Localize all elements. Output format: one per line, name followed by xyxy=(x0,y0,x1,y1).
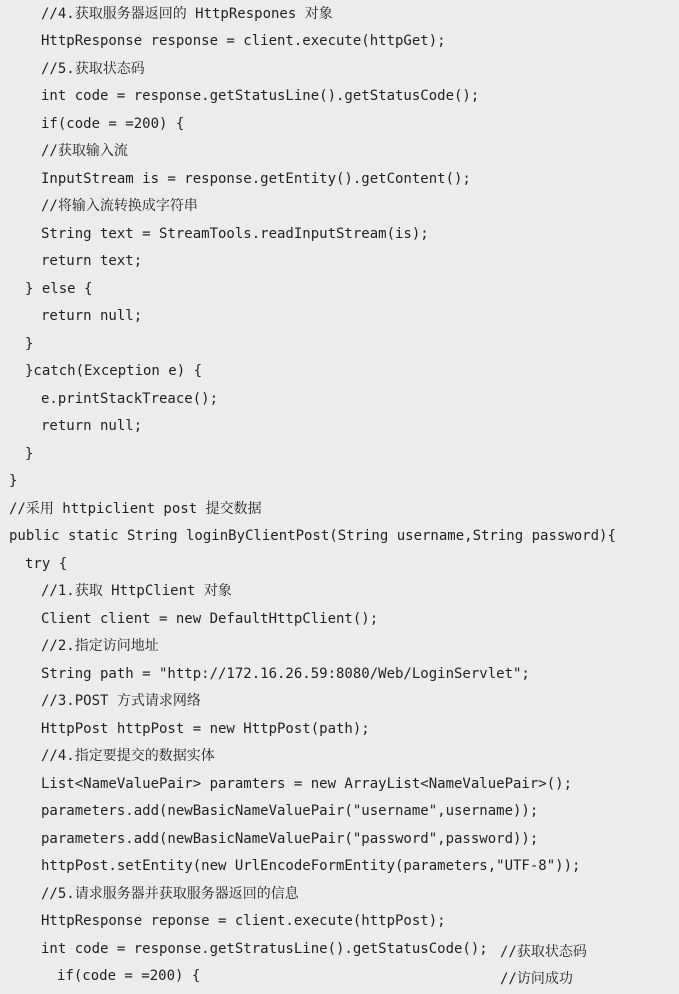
code-line: //4.获取服务器返回的 HttpRespones 对象 xyxy=(41,6,333,22)
code-line: String path = "http://172.16.26.59:8080/Web/LoginServlet"; xyxy=(41,666,530,682)
code-line: InputStream is = response.getEntity().getContent(); xyxy=(41,171,471,187)
code-line: if(code = =200) { xyxy=(41,116,185,132)
code-line: } xyxy=(25,446,34,462)
code-line: Client client = new DefaultHttpClient(); xyxy=(41,611,379,627)
code-line: //5.获取状态码 xyxy=(41,61,145,77)
code-line: //2.指定访问地址 xyxy=(41,638,159,654)
code-line: HttpResponse reponse = client.execute(httpPost); xyxy=(41,913,446,929)
trailing-comment: //访问成功 xyxy=(500,971,573,987)
code-line: } else { xyxy=(25,281,93,297)
code-line: httpPost.setEntity(new UrlEncodeFormEntity(parameters,"UTF-8")); xyxy=(41,858,581,874)
code-line: List<NameValuePair> paramters = new ArrayList<NameValuePair>(); xyxy=(41,776,573,792)
code-line: HttpResponse response = client.execute(httpGet); xyxy=(41,33,446,49)
code-line: //1.获取 HttpClient 对象 xyxy=(41,583,232,599)
code-line: //获取输入流 xyxy=(41,143,128,159)
code-line: //将输入流转换成字符串 xyxy=(41,198,198,214)
code-line: int code = response.getStatusLine().getStatusCode(); xyxy=(41,88,480,104)
code-line: public static String loginByClientPost(String username,String password){ xyxy=(9,528,616,544)
code-line: HttpPost httpPost = new HttpPost(path); xyxy=(41,721,370,737)
code-line: return null; xyxy=(41,308,143,324)
code-line: return null; xyxy=(41,418,143,434)
code-line: //5.请求服务器并获取服务器返回的信息 xyxy=(41,886,299,902)
code-line: e.printStackTreace(); xyxy=(41,391,219,407)
trailing-comment: //获取状态码 xyxy=(500,944,587,960)
code-line: parameters.add(newBasicNameValuePair("password",password)); xyxy=(41,831,539,847)
code-line: //4.指定要提交的数据实体 xyxy=(41,748,215,764)
code-line: } xyxy=(9,473,18,489)
code-line: if(code = =200) { xyxy=(57,968,201,984)
code-line: String text = StreamTools.readInputStream(is); xyxy=(41,226,429,242)
code-line: //采用 httpiclient post 提交数据 xyxy=(9,501,262,517)
code-line: return text; xyxy=(41,253,143,269)
code-line: try { xyxy=(25,556,68,572)
code-line: } xyxy=(25,336,34,352)
code-line: //3.POST 方式请求网络 xyxy=(41,693,201,709)
code-line: int code = response.getStratusLine().getStatusCode(); xyxy=(41,941,488,957)
code-line: }catch(Exception e) { xyxy=(25,363,203,379)
code-line: parameters.add(newBasicNameValuePair("username",username)); xyxy=(41,803,539,819)
